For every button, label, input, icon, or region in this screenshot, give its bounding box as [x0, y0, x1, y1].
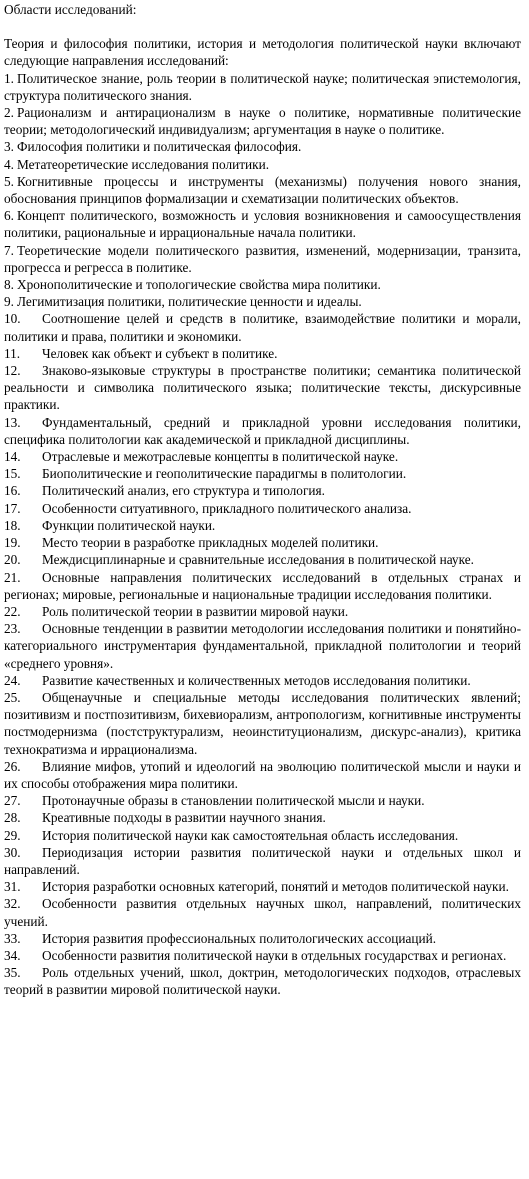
list-item	[4, 345, 521, 362]
list-item	[4, 465, 521, 482]
item-number: 19.	[4, 535, 21, 551]
item-text: Междисциплинарные и сравнительные исследования в политической науке.	[42, 552, 474, 568]
list-item	[4, 362, 521, 414]
section-heading: Области исследований:	[4, 2, 137, 17]
list-item	[4, 414, 521, 448]
item-text: Биополитические и геополитические парадигмы в политологии.	[42, 466, 407, 482]
item-number: 32.	[4, 896, 21, 912]
item-number: 8.	[4, 277, 14, 293]
item-number: 2.	[4, 105, 14, 121]
item-text: Роль политической теории в развитии мировой науки.	[42, 603, 349, 619]
item-number: 21.	[4, 569, 21, 585]
item-text: Политическое знание, роль теории в политической науке; политическая эпистемология, структура политического знания.	[4, 70, 521, 103]
research-areas-list	[4, 70, 521, 999]
item-number: 9.	[4, 294, 14, 310]
item-number: 29.	[4, 827, 21, 843]
item-number: 33.	[4, 930, 21, 946]
list-item	[4, 809, 521, 826]
list-item	[4, 792, 521, 809]
item-text: Политический анализ, его структура и типология.	[42, 483, 325, 499]
item-number: 16.	[4, 483, 21, 499]
item-text: Развитие качественных и количественных методов исследования политики.	[42, 672, 471, 688]
list-item	[4, 482, 521, 499]
item-number: 30.	[4, 844, 21, 860]
item-text: Фундаментальный, средний и прикладной уровни исследования политики, специфика политологии как академической и прикладной дисциплины.	[4, 414, 521, 447]
list-item	[4, 207, 521, 241]
item-text: История разработки основных категорий, понятий и методов политической науки.	[42, 879, 509, 895]
item-number: 17.	[4, 500, 21, 516]
list-item	[4, 138, 521, 155]
item-text: Когнитивные процессы и инструменты (механизмы) получения нового знания, обоснования принципов формализации и схематизации политических объектов.	[4, 173, 521, 207]
intro-paragraph: Теория и философия политики, история и методология политической науки включают следующие направления исследований:	[4, 36, 521, 69]
item-number: 7.	[4, 242, 14, 258]
list-item	[4, 827, 521, 844]
list-item	[4, 517, 521, 534]
item-number: 25.	[4, 689, 21, 705]
list-item	[4, 964, 521, 998]
item-text: История развития профессиональных политологических ассоциаций.	[42, 930, 437, 946]
list-item	[4, 104, 521, 138]
list-item	[4, 603, 521, 620]
list-item	[4, 758, 521, 792]
item-number: 35.	[4, 965, 21, 981]
item-number: 14.	[4, 449, 21, 465]
item-number: 10.	[4, 311, 21, 327]
item-number: 28.	[4, 810, 21, 826]
item-number: 20.	[4, 552, 21, 568]
item-text: Функции политической науки.	[42, 517, 216, 533]
item-number: 27.	[4, 793, 21, 809]
item-text: Особенности ситуативного, прикладного политического анализа.	[42, 500, 412, 516]
item-text: Особенности развития отдельных научных школ, направлений, политических учений.	[4, 896, 521, 929]
list-item	[4, 672, 521, 689]
item-text: Метатеоретические исследования политики.	[16, 156, 270, 172]
item-text: Влияние мифов, утопий и идеологий на эволюцию политической мысли и науки и их способы отображения мира политики.	[4, 758, 521, 791]
list-item	[4, 551, 521, 568]
item-number: 1.	[4, 70, 14, 86]
item-text: Концепт политического, возможность и условия возникновения и самоосуществления политики, рациональные и иррациональные начала политики.	[4, 208, 521, 241]
item-text: Хронополитические и топологические свойства мира политики.	[16, 277, 381, 293]
item-number: 18.	[4, 517, 21, 533]
list-item	[4, 930, 521, 947]
item-text: Человек как объект и субъект в политике.	[42, 345, 278, 361]
item-number: 26.	[4, 758, 21, 774]
item-number: 11.	[4, 345, 21, 361]
list-item	[4, 569, 521, 603]
list-item	[4, 947, 521, 964]
item-text: Креативные подходы в развитии научного знания.	[42, 810, 326, 826]
item-number: 13.	[4, 414, 21, 430]
item-text: Периодизация истории развития политической науки и отдельных школ и направлений.	[4, 844, 521, 877]
list-item	[4, 878, 521, 895]
item-number: 3.	[4, 139, 14, 155]
list-item	[4, 242, 521, 276]
list-item	[4, 276, 521, 293]
item-number: 24.	[4, 672, 21, 688]
item-text: Основные направления политических исследований в отдельных странах и регионах; мировые, региональные и национальные традиции исследования политики.	[4, 569, 521, 602]
list-item	[4, 156, 521, 173]
item-number: 34.	[4, 947, 21, 963]
list-item	[4, 448, 521, 465]
list-item	[4, 70, 521, 104]
list-item	[4, 689, 521, 758]
blank-line	[4, 18, 521, 35]
item-number: 4.	[4, 156, 14, 172]
list-item	[4, 844, 521, 878]
item-text: Протонаучные образы в становлении политической мысли и науки.	[42, 793, 425, 809]
item-text: Легимитизация политики, политические ценности и идеалы.	[16, 294, 362, 310]
item-text: Отраслевые и межотраслевые концепты в политической науке.	[42, 449, 399, 465]
list-item	[4, 534, 521, 551]
list-item	[4, 310, 521, 344]
item-number: 5.	[4, 173, 14, 189]
item-number: 6.	[4, 208, 14, 224]
list-item	[4, 895, 521, 929]
item-number: 12.	[4, 363, 21, 379]
item-text: Особенности развития политической науки в отдельных государствах и регионах.	[42, 947, 507, 963]
item-text: Соотношение целей и средств в политике, взаимодействие политики и морали, политики и права, политики и экономики.	[4, 311, 521, 344]
item-text: История политической науки как самостоятельная область исследования.	[42, 827, 459, 843]
item-text: Рационализм и антирационализм в науке о политике, нормативные политические теории; методологический индивидуализм; аргументация в науке о политике.	[4, 105, 521, 138]
item-text: Знаково-языковые структуры в пространстве политики; семантика политической реальности и символика политического языка; политические тексты, дискурсивные практики.	[4, 363, 521, 413]
item-number: 23.	[4, 621, 21, 637]
item-text: Место теории в разработке прикладных моделей политики.	[42, 535, 379, 551]
item-text: Основные тенденции в развитии методологии исследования политики и понятийно-категориального инструментария фундаментальной, прикладной политологии и теорий «среднего уровня».	[4, 621, 521, 671]
item-number: 31.	[4, 879, 21, 895]
list-item	[4, 173, 521, 207]
item-text: Роль отдельных учений, школ, доктрин, методологических подходов, отраслевых теорий в развитии мировой политической науки.	[4, 965, 521, 998]
item-number: 22.	[4, 603, 21, 619]
list-item	[4, 293, 521, 310]
item-text: Философия политики и политическая философия.	[16, 139, 302, 155]
item-text: Общенаучные и специальные методы исследования политических явлений; позитивизм и постпозитивизм, бихевиорализм, антропологизм, когнитивные инструменты постмодернизма (постструктурализм, неоинституционализм, дискурс-анализ), критика технократизма и иррационализма.	[4, 689, 521, 757]
list-item	[4, 500, 521, 517]
list-item	[4, 620, 521, 672]
item-text: Теоретические модели политического развития, изменений, модернизации, транзита, прогресса и регресса в политике.	[4, 242, 521, 275]
item-number: 15.	[4, 466, 21, 482]
